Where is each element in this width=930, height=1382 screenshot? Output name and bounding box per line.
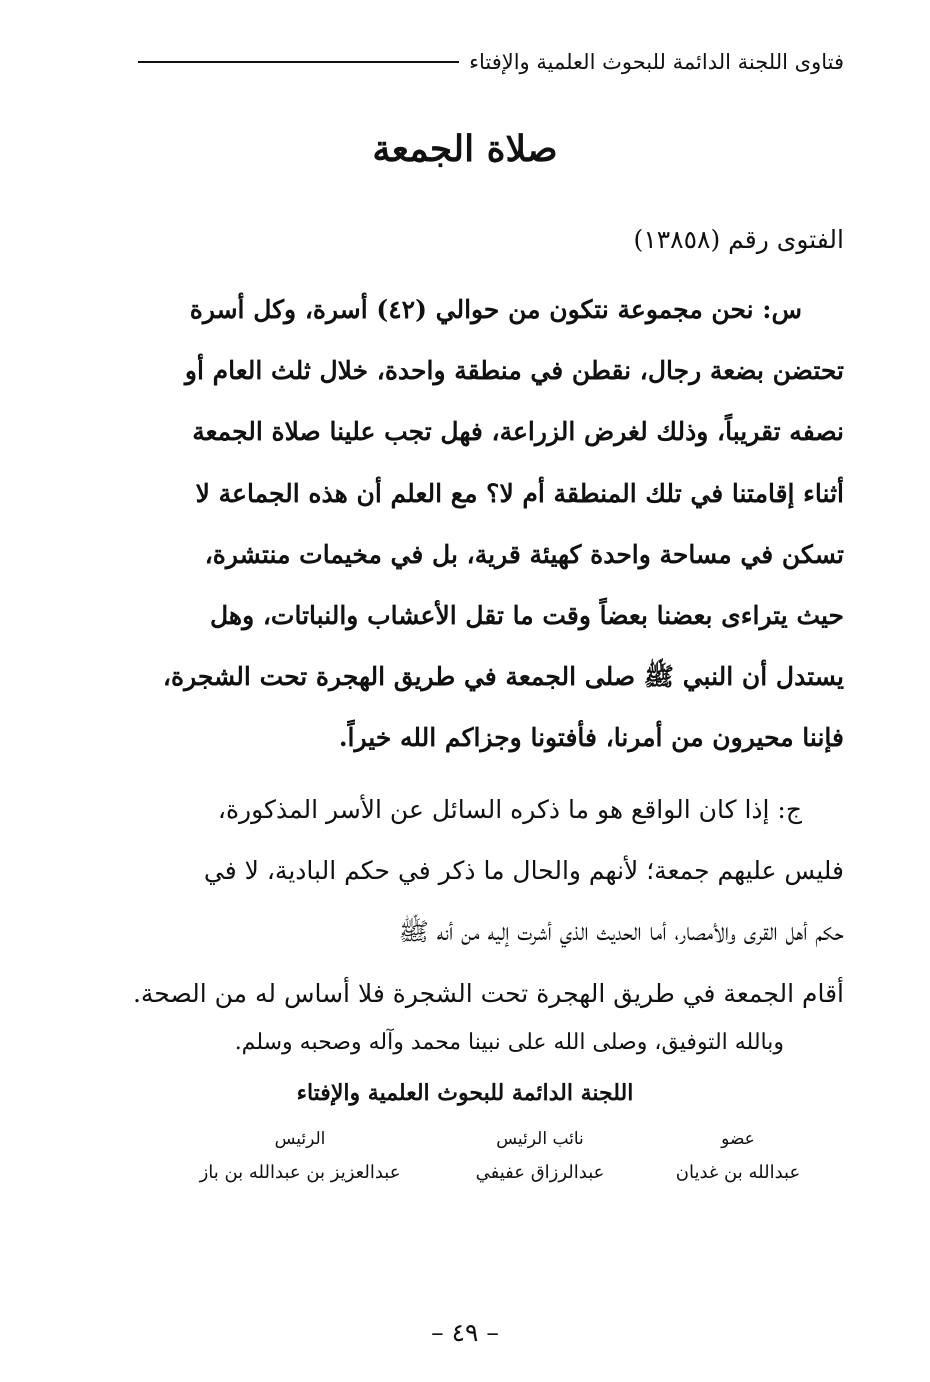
signatory-vice-president [420, 1124, 660, 1183]
signatory-role: الرئيس [274, 1129, 326, 1149]
question-line: نصفه تقريباً، وذلك لغرض الزراعة، فهل تجب علينا صلاة الجمعة [192, 417, 844, 447]
signatory-name: عبدالله بن غديان [675, 1162, 801, 1183]
signatory-name: عبدالعزيز بن عبدالله بن باز [199, 1162, 401, 1183]
answer-line: ج: إذا كان الواقع هو ما ذكره السائل عن الأسر المذكورة، [217, 795, 802, 824]
signatory-president [180, 1124, 420, 1183]
page-number: – ٤٩ – [431, 1318, 499, 1347]
answer-paragraph [132, 779, 844, 1024]
fatwa-number: الفتوى رقم (١٣٨٥٨) [633, 225, 844, 254]
section-title: صلاة الجمعة [372, 128, 558, 170]
question-line: يستدل أن النبي ﷺ صلى الجمعة في طريق الهجرة تحت الشجرة، [162, 662, 844, 692]
answer-line: أقام الجمعة في طريق الهجرة تحت الشجرة فلا أساس له من الصحة. [132, 978, 844, 1008]
question-line: أثناء إقامتنا في تلك المنطقة أم لا؟ مع العلم أن هذه الجماعة لا [195, 478, 844, 508]
closing-prayer: وبالله التوفيق، وصلى الله على نبينا محمد وآله وصحبه وسلم. [234, 1030, 784, 1055]
answer-line: حكم أهل القرى والأمصار، أما الحديث الذي أشرت إليه من أنه ﷺ [398, 917, 844, 947]
signatory-role: عضو [721, 1129, 755, 1149]
header-rule [138, 61, 459, 63]
question-paragraph [136, 279, 844, 769]
signatory-name: عبدالرزاق عفيفي [475, 1162, 605, 1183]
running-header-title: فتاوى اللجنة الدائمة للبحوث العلمية والإفتاء [469, 50, 844, 74]
committee-name: اللجنة الدائمة للبحوث العلمية والإفتاء [296, 1080, 634, 1106]
question-line: تحتضن بضعة رجال، نقطن في منطقة واحدة، خلال ثلث العام أو [184, 356, 844, 386]
answer-line: فليس عليهم جمعة؛ لأنهم والحال ما ذكر في حكم البادية، لا في [203, 856, 844, 886]
question-line: حيث يتراءى بعضنا بعضاً وقت ما تقل الأعشاب والنباتات، وهل [209, 601, 844, 631]
running-header [138, 42, 844, 82]
question-line: تسكن في مساحة واحدة كهيئة قرية، بل في مخيمات منتشرة، [204, 539, 844, 569]
question-line: فإننا محيرون من أمرنا، فأفتونا وجزاكم الله خيراً. [338, 723, 844, 753]
question-line: س: نحن مجموعة نتكون من حوالي (٤٢) أسرة، وكل أسرة [189, 295, 802, 324]
signatory-role: نائب الرئيس [496, 1129, 584, 1149]
